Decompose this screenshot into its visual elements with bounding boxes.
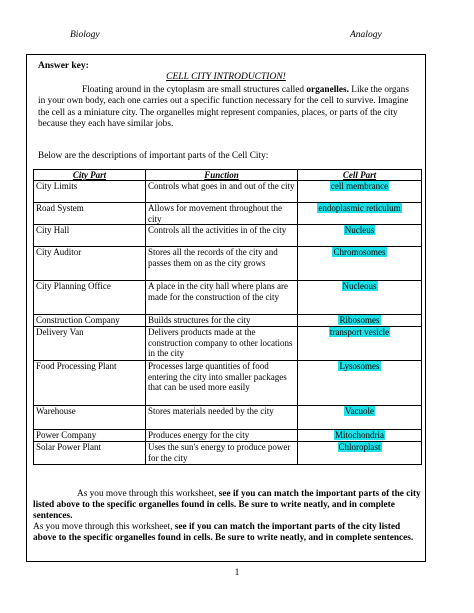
answer-key-label: Answer key: bbox=[38, 61, 89, 71]
intro-text-1: Floating around in the cytoplasm are small structures called bbox=[82, 85, 307, 95]
cell-part-answer: Nucleus bbox=[344, 225, 375, 236]
function-cell: Stores materials needed by the city bbox=[146, 406, 298, 430]
table-row bbox=[34, 327, 422, 361]
cell-part-cell bbox=[298, 406, 422, 430]
cell-part-answer: endoplasmic reticulum bbox=[318, 203, 401, 213]
cell-part-answer: Vacuole bbox=[345, 406, 374, 417]
page-title: CELL CITY INTRODUCTION! bbox=[166, 72, 286, 82]
table-row bbox=[34, 430, 422, 442]
city-part-cell: Power Company bbox=[34, 430, 146, 442]
table-row bbox=[34, 203, 422, 225]
column-header-cell-part: Cell Part bbox=[298, 170, 422, 181]
function-cell: Stores all the records of the city and passes them on as the city grows bbox=[146, 247, 298, 281]
answer-key-box bbox=[26, 54, 426, 562]
city-part-cell: Warehouse bbox=[34, 406, 146, 430]
intro-text-2: Like the organs in your own body, each one carries out a specific function necessary for the cell to survive. Imagine the cell as a miniature city. The organelles might represent companies, places, or parts of the city because they each have similar jobs. bbox=[38, 85, 409, 130]
cell-part-cell bbox=[298, 361, 422, 406]
cell-part-cell bbox=[298, 315, 422, 327]
city-part-cell: Solar Power Plant bbox=[34, 442, 146, 465]
function-cell: Allows for movement throughout the city bbox=[146, 203, 298, 225]
page-number: 1 bbox=[234, 568, 240, 578]
cell-part-cell bbox=[298, 203, 422, 225]
cell-part-answer: Chloroplast bbox=[338, 442, 381, 453]
function-cell: Controls what goes in and out of the city bbox=[146, 181, 298, 203]
closing-instructions bbox=[33, 489, 423, 544]
cell-part-cell bbox=[298, 327, 422, 361]
cell-part-answer: cell membrance bbox=[330, 181, 389, 191]
cell-part-cell bbox=[298, 442, 422, 465]
closing-paragraph-repeat bbox=[33, 522, 423, 544]
cell-part-answer: Chromosomes bbox=[333, 247, 386, 258]
closing-bold-text: see if you can match the important parts of the city listed above to the specific organelles found in cells. Be sure to write neatly, and in complete sentences. bbox=[33, 489, 421, 521]
cell-part-answer: Mitochondria bbox=[335, 430, 384, 441]
city-part-cell: City Planning Office bbox=[34, 281, 146, 315]
function-cell: Builds structures for the city bbox=[146, 315, 298, 327]
closing-text: As you move through this worksheet, bbox=[77, 489, 219, 499]
function-cell: Processes large quantities of food entering the city into smaller packages that can be used more easily bbox=[146, 361, 298, 406]
table-row bbox=[34, 361, 422, 406]
cell-part-cell bbox=[298, 430, 422, 442]
city-part-cell: Food Processing Plant bbox=[34, 361, 146, 406]
cell-part-cell bbox=[298, 181, 422, 203]
cell-part-cell bbox=[298, 281, 422, 315]
header-subject: Biology bbox=[70, 30, 100, 40]
function-cell: A place in the city hall where plans are made for the construction of the city bbox=[146, 281, 298, 315]
cell-part-answer: transport vesicle bbox=[329, 327, 390, 338]
cell-part-cell bbox=[298, 247, 422, 281]
column-header-city-part: City Part bbox=[34, 170, 146, 181]
closing-text: As you move through this worksheet, bbox=[33, 522, 175, 532]
cell-part-answer: Lysosomes bbox=[339, 361, 380, 372]
closing-paragraph bbox=[33, 489, 423, 522]
city-part-cell: City Auditor bbox=[34, 247, 146, 281]
column-header-function: Function bbox=[146, 170, 298, 181]
cell-part-answer: Nucleous bbox=[342, 281, 377, 292]
table-row bbox=[34, 247, 422, 281]
table-row bbox=[34, 181, 422, 203]
city-part-cell: Delivery Van bbox=[34, 327, 146, 361]
table-header-row bbox=[34, 170, 422, 181]
city-part-cell: City Hall bbox=[34, 225, 146, 247]
function-cell: Controls all the activities in of the city bbox=[146, 225, 298, 247]
city-part-cell: Road System bbox=[34, 203, 146, 225]
intro-bold-term: organelles. bbox=[306, 85, 349, 95]
cell-part-answer: Ribosomes bbox=[339, 315, 380, 326]
intro-paragraph bbox=[38, 85, 418, 131]
city-part-cell: City Limits bbox=[34, 181, 146, 203]
table-row bbox=[34, 406, 422, 430]
table-row bbox=[34, 442, 422, 465]
table-intro-text: Below are the descriptions of important parts of the Cell City: bbox=[38, 151, 269, 161]
table-row bbox=[34, 315, 422, 327]
function-cell: Produces energy for the city bbox=[146, 430, 298, 442]
function-cell: Uses the sun's energy to produce power for the city bbox=[146, 442, 298, 465]
city-part-cell: Construction Company bbox=[34, 315, 146, 327]
closing-bold-text: see if you can match the important parts of the city listed above to the specific organelles found in cells. Be sure to write neatly, and in complete sentences. bbox=[33, 522, 414, 543]
function-cell: Delivers products made at the construction company to other locations in the city bbox=[146, 327, 298, 361]
header-topic: Analogy bbox=[350, 30, 382, 40]
table-row bbox=[34, 281, 422, 315]
cell-city-table bbox=[33, 169, 422, 465]
cell-part-cell bbox=[298, 225, 422, 247]
table-row bbox=[34, 225, 422, 247]
